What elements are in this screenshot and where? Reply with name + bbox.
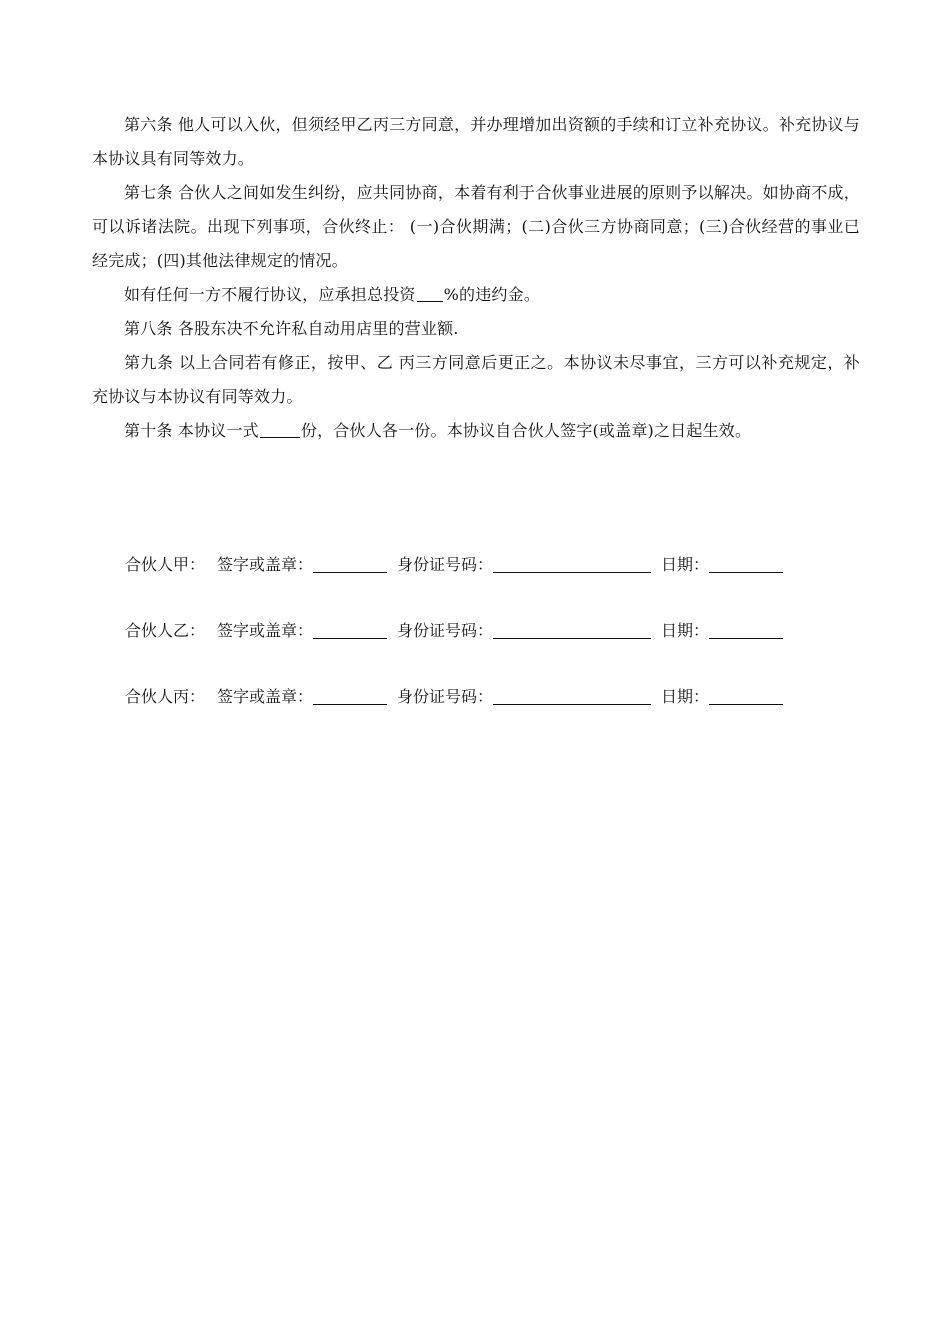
id-label: 身份证号码： bbox=[397, 554, 494, 574]
date-label: 日期： bbox=[661, 620, 710, 640]
signature-row-partner-c bbox=[125, 662, 825, 728]
signature-row-partner-a bbox=[125, 530, 825, 596]
clause-7: 第七条 合伙人之间如发生纠纷，应共同协商，本着有利于合伙事业进展的原则予以解决。如协商不成，可以诉诸法院。出现下列事项，合伙终止： (一)合伙期满；(二)合伙三方协商同意；(三)合伙经营的事业已经完成；(四)其他法律规定的情况。 bbox=[92, 183, 860, 270]
penalty-percent-blank bbox=[417, 285, 443, 302]
date-label: 日期： bbox=[661, 554, 710, 574]
clause-10 bbox=[92, 414, 860, 448]
clause-8: 第八条 各股东决不允许私自动用店里的营业额. bbox=[124, 319, 459, 338]
partner-name: 合伙人甲： bbox=[125, 554, 206, 574]
sign-label: 签字或盖章： bbox=[217, 620, 314, 640]
sign-blank bbox=[313, 620, 387, 639]
id-number-blank bbox=[493, 686, 651, 705]
date-blank bbox=[709, 686, 783, 705]
id-number-blank bbox=[493, 554, 651, 573]
id-number-blank bbox=[493, 620, 651, 639]
clause-6: 第六条 他人可以入伙，但须经甲乙丙三方同意，并办理增加出资额的手续和订立补充协议。补充协议与本协议具有同等效力。 bbox=[92, 115, 860, 168]
copies-text-after: 份，合伙人各一份。本协议自合伙人签字(或盖章)之日起生效。 bbox=[300, 421, 752, 440]
penalty-text-before: 如有任何一方不履行协议，应承担总投资 bbox=[124, 285, 416, 304]
agreement-clauses bbox=[92, 108, 860, 448]
date-blank bbox=[709, 620, 783, 639]
copies-text-before: 第十条 本协议一式 bbox=[124, 421, 259, 440]
sign-label: 签字或盖章： bbox=[217, 554, 314, 574]
date-label: 日期： bbox=[661, 686, 710, 706]
date-blank bbox=[709, 554, 783, 573]
id-label: 身份证号码： bbox=[397, 686, 494, 706]
sign-blank bbox=[313, 554, 387, 573]
copies-count-blank bbox=[260, 421, 300, 438]
clause-9: 第九条 以上合同若有修正，按甲、乙 丙三方同意后更正之。本协议未尽事宜，三方可以补充规定，补充协议与本协议有同等效力。 bbox=[92, 353, 860, 406]
penalty-clause bbox=[92, 278, 860, 312]
sign-blank bbox=[313, 686, 387, 705]
signature-row-partner-b bbox=[125, 596, 825, 662]
partner-name: 合伙人乙： bbox=[125, 620, 206, 640]
sign-label: 签字或盖章： bbox=[217, 686, 314, 706]
signature-block bbox=[125, 530, 825, 728]
partner-name: 合伙人丙： bbox=[125, 686, 206, 706]
id-label: 身份证号码： bbox=[397, 620, 494, 640]
penalty-text-after: %的违约金。 bbox=[443, 285, 541, 304]
